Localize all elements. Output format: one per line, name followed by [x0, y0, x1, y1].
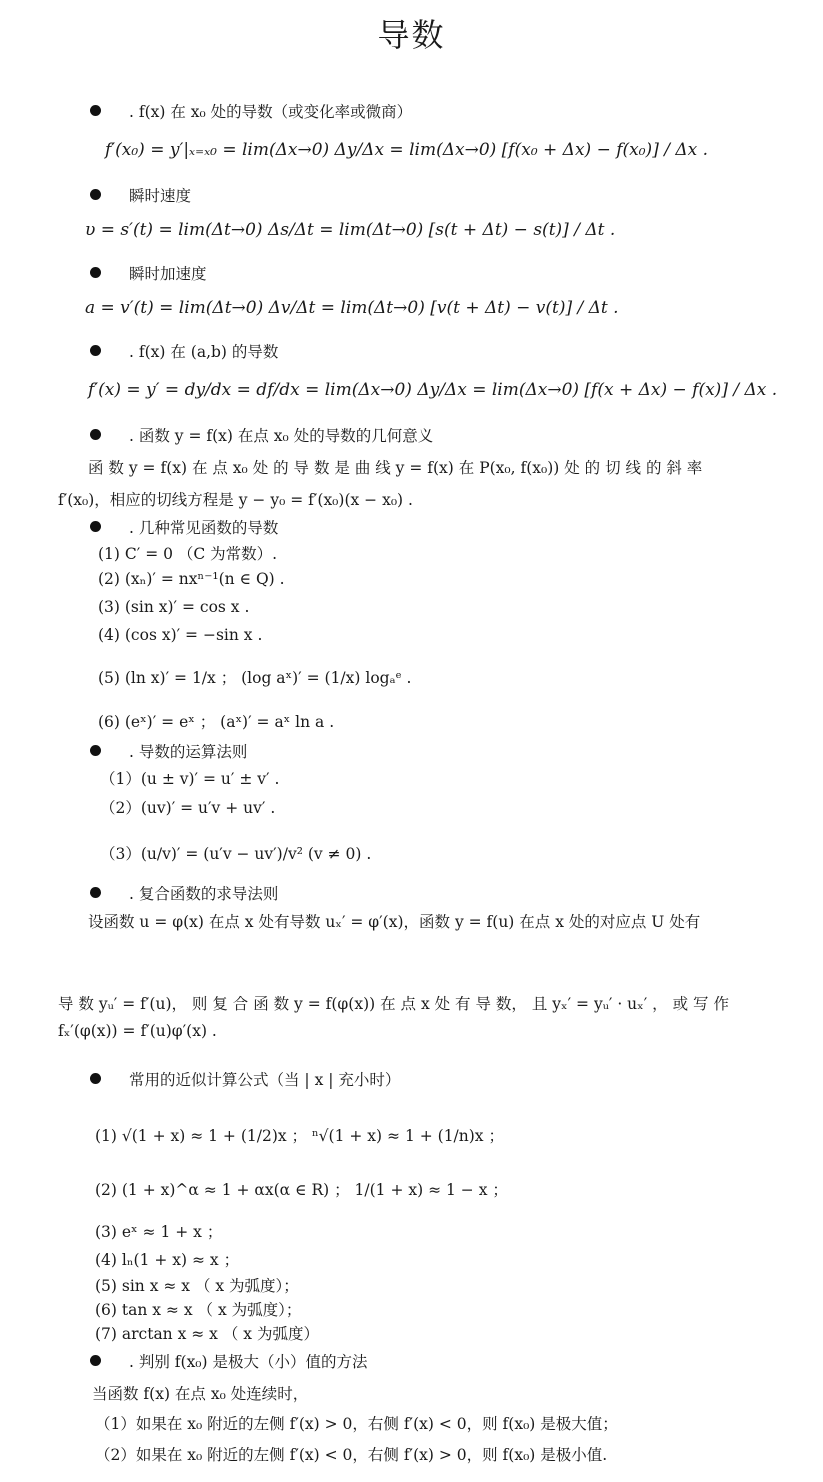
heading-text: . 函数 y = f(x) 在点 x₀ 处的导数的几何意义: [129, 427, 434, 445]
heading-text: 常用的近似计算公式（当 | x | 充小时）: [129, 1071, 401, 1089]
page-title: 导数: [377, 16, 446, 54]
list-item: （2）如果在 x₀ 附近的左侧 f′(x) < 0，右侧 f′(x) > 0，则 f(x₀) 是极小值.: [95, 1446, 608, 1464]
list-item: （2）(uv)′ = u′v + uv′ .: [100, 799, 276, 817]
list-item: （3）(u/v)′ = (u′v − uv′)/v² (v ≠ 0) .: [100, 845, 372, 863]
list-item: (4) lₙ(1 + x) ≈ x ；: [95, 1251, 240, 1269]
section-heading-operation-rules: [90, 740, 247, 762]
paragraph-chain-rule-line3: fₓ′(φ(x)) = f′(u)φ′(x) .: [58, 1022, 217, 1040]
heading-text: . f(x) 在 x₀ 处的导数（或变化率或微商）: [129, 103, 413, 121]
bullet-icon: [90, 105, 101, 116]
heading-text: . f(x) 在 (a,b) 的导数: [129, 343, 279, 361]
bullet-icon: [90, 345, 101, 356]
list-item: (1) C′ = 0 （C 为常数）.: [98, 545, 278, 563]
list-item: （1）如果在 x₀ 附近的左侧 f′(x) > 0，右侧 f′(x) < 0，则 f(x₀) 是极大值；: [95, 1415, 618, 1433]
section-heading-derivative-on-interval: [90, 340, 278, 362]
bullet-icon: [90, 189, 101, 200]
formula-derivative-definition: f′(x₀) = y′|ₓ₌ₓ₀ = lim(Δx→0) Δy/Δx = lim(Δx→0) [f(x₀ + Δx) − f(x₀)] / Δx .: [105, 140, 709, 160]
list-item: (5) sin x ≈ x （ x 为弧度）；: [95, 1277, 299, 1295]
list-item: (6) (eˣ)′ = eˣ ； (aˣ)′ = aˣ ln a .: [98, 713, 335, 731]
paragraph-geometric-meaning-line1: 函 数 y = f(x) 在 点 x₀ 处 的 导 数 是 曲 线 y = f(x) 在 P(x₀, f(x₀)) 处 的 切 线 的 斜 率: [88, 459, 703, 477]
heading-text: 瞬时加速度: [129, 265, 207, 283]
list-item: (1) √(1 + x) ≈ 1 + (1/2)x ； ⁿ√(1 + x) ≈ 1 + (1/n)x ；: [95, 1127, 504, 1145]
section-heading-instant-velocity: [90, 184, 191, 206]
section-heading-instant-acceleration: [90, 262, 207, 284]
list-item: (5) (ln x)′ = 1/x ； (log aˣ)′ = (1/x) logₐᵉ .: [98, 669, 412, 687]
list-item: (3) (sin x)′ = cos x .: [98, 598, 250, 616]
paragraph-chain-rule-line2: 导 数 yᵤ′ = f′(u)， 则 复 合 函 数 y = f(φ(x)) 在 点 x 处 有 导 数， 且 yₓ′ = yᵤ′ · uₓ′ ， 或 写 作: [58, 995, 729, 1013]
section-heading-derivative-at-point: [90, 100, 412, 122]
list-item: (2) (1 + x)^α ≈ 1 + αx(α ∈ R) ； 1/(1 + x) ≈ 1 − x ；: [95, 1181, 508, 1199]
list-item: (3) eˣ ≈ 1 + x ；: [95, 1223, 223, 1241]
heading-text: . 复合函数的求导法则: [129, 885, 279, 903]
section-heading-extremum-test: [90, 1350, 368, 1372]
bullet-icon: [90, 1355, 101, 1366]
bullet-icon: [90, 267, 101, 278]
list-item: (7) arctan x ≈ x （ x 为弧度）: [95, 1325, 319, 1343]
list-item: (6) tan x ≈ x （ x 为弧度）；: [95, 1301, 302, 1319]
formula-instant-acceleration: a = v′(t) = lim(Δt→0) Δv/Δt = lim(Δt→0) [v(t + Δt) − v(t)] / Δt .: [85, 298, 619, 318]
heading-text: 瞬时速度: [129, 187, 192, 205]
heading-text: . 导数的运算法则: [129, 743, 248, 761]
heading-text: . 几种常见函数的导数: [129, 519, 279, 537]
list-item: (4) (cos x)′ = −sin x .: [98, 626, 263, 644]
bullet-icon: [90, 745, 101, 756]
heading-text: . 判别 f(x₀) 是极大（小）值的方法: [129, 1353, 368, 1371]
paragraph-chain-rule-line1: 设函数 u = φ(x) 在点 x 处有导数 uₓ′ = φ′(x)，函数 y = f(u) 在点 x 处的对应点 U 处有: [88, 913, 701, 931]
list-item: (2) (xₙ)′ = nxⁿ⁻¹(n ∈ Q) .: [98, 570, 285, 588]
paragraph-geometric-meaning-line2: f′(x₀)，相应的切线方程是 y − y₀ = f′(x₀)(x − x₀) .: [58, 491, 413, 509]
section-heading-common-derivatives: [90, 516, 278, 538]
bullet-icon: [90, 429, 101, 440]
bullet-icon: [90, 521, 101, 532]
formula-instant-velocity: υ = s′(t) = lim(Δt→0) Δs/Δt = lim(Δt→0) [s(t + Δt) − s(t)] / Δt .: [85, 220, 616, 240]
section-heading-approximation: [90, 1068, 400, 1090]
list-item: （1）(u ± v)′ = u′ ± v′ .: [100, 770, 280, 788]
section-heading-chain-rule: [90, 882, 278, 904]
bullet-icon: [90, 1073, 101, 1084]
section-heading-geometric-meaning: [90, 424, 433, 446]
formula-derivative-on-interval: f′(x) = y′ = dy/dx = df/dx = lim(Δx→0) Δy/Δx = lim(Δx→0) [f(x + Δx) − f(x)] / Δx .: [88, 380, 778, 400]
bullet-icon: [90, 887, 101, 898]
paragraph-extremum-intro: 当函数 f(x) 在点 x₀ 处连续时，: [92, 1385, 309, 1403]
